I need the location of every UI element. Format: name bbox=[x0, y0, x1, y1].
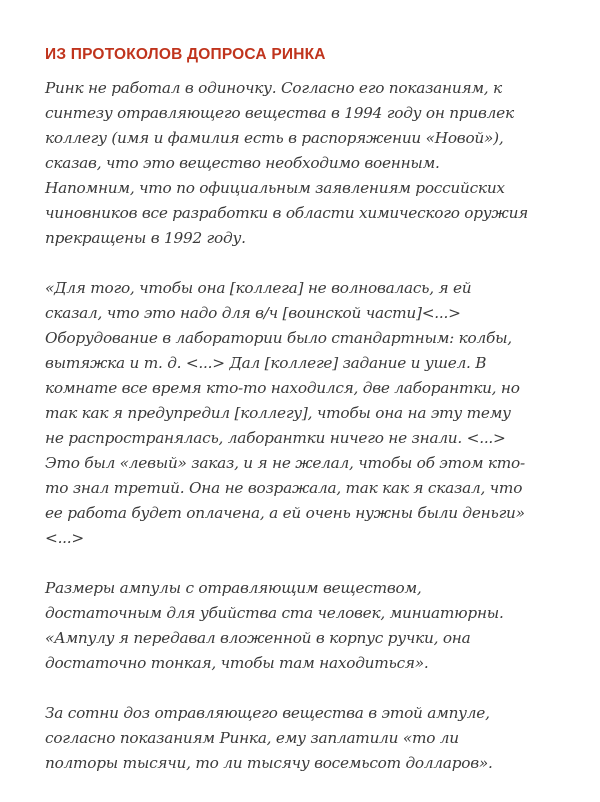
text-line: не распространялась, лаборантки ничего не знали. <...> bbox=[45, 429, 506, 447]
text-line: сказал, что это надо для в/ч [воинской части]<...> bbox=[45, 304, 461, 322]
text-line: Это был «левый» заказ, и я не желал, чтобы об этом кто- bbox=[45, 454, 525, 472]
paragraph bbox=[45, 701, 575, 776]
text-line: Размеры ампулы с отравляющим веществом, bbox=[45, 579, 422, 597]
text-line: согласно показаниям Ринка, ему заплатили «то ли bbox=[45, 729, 459, 747]
text-line: ее работа будет оплачена, а ей очень нужны были деньги» bbox=[45, 504, 525, 522]
text-line: Напомним, что по официальным заявлениям российских bbox=[45, 179, 505, 197]
text-line: достаточно тонкая, чтобы там находиться». bbox=[45, 654, 429, 672]
paragraph bbox=[45, 76, 575, 251]
text-line: «Для того, чтобы она [коллега] не волновалась, я ей bbox=[45, 279, 472, 297]
text-line: коллегу (имя и фамилия есть в распоряжении «Новой»), bbox=[45, 129, 504, 147]
text-line: «Ампулу я передавал вложенной в корпус ручки, она bbox=[45, 629, 471, 647]
paragraph bbox=[45, 576, 575, 676]
article-body bbox=[45, 76, 575, 776]
text-line: так как я предупредил [коллегу], чтобы она на эту тему bbox=[45, 404, 511, 422]
text-line: чиновников все разработки в области химического оружия bbox=[45, 204, 529, 222]
article bbox=[45, 44, 575, 801]
section-heading: ИЗ ПРОТОКОЛОВ ДОПРОСА РИНКА bbox=[45, 46, 326, 63]
text-line: сказав, что это вещество необходимо военным. bbox=[45, 154, 440, 172]
paragraph bbox=[45, 276, 575, 551]
text-line: комнате все время кто-то находился, две лаборантки, но bbox=[45, 379, 520, 397]
text-line: Оборудование в лаборатории было стандартным: колбы, bbox=[45, 329, 512, 347]
text-line: вытяжка и т. д. <...> Дал [коллеге] задание и ушел. В bbox=[45, 354, 487, 372]
text-line: синтезу отравляющего вещества в 1994 году он привлек bbox=[45, 104, 514, 122]
text-line: <...> bbox=[45, 529, 84, 547]
text-line: полторы тысячи, то ли тысячу восемьсот долларов». bbox=[45, 754, 493, 772]
text-line: За сотни доз отравляющего вещества в этой ампуле, bbox=[45, 704, 490, 722]
text-line: то знал третий. Она не возражала, так как я сказал, что bbox=[45, 479, 523, 497]
text-line: достаточным для убийства ста человек, миниатюрны. bbox=[45, 604, 504, 622]
text-line: прекращены в 1992 году. bbox=[45, 229, 246, 247]
text-line: Ринк не работал в одиночку. Согласно его показаниям, к bbox=[45, 79, 502, 97]
